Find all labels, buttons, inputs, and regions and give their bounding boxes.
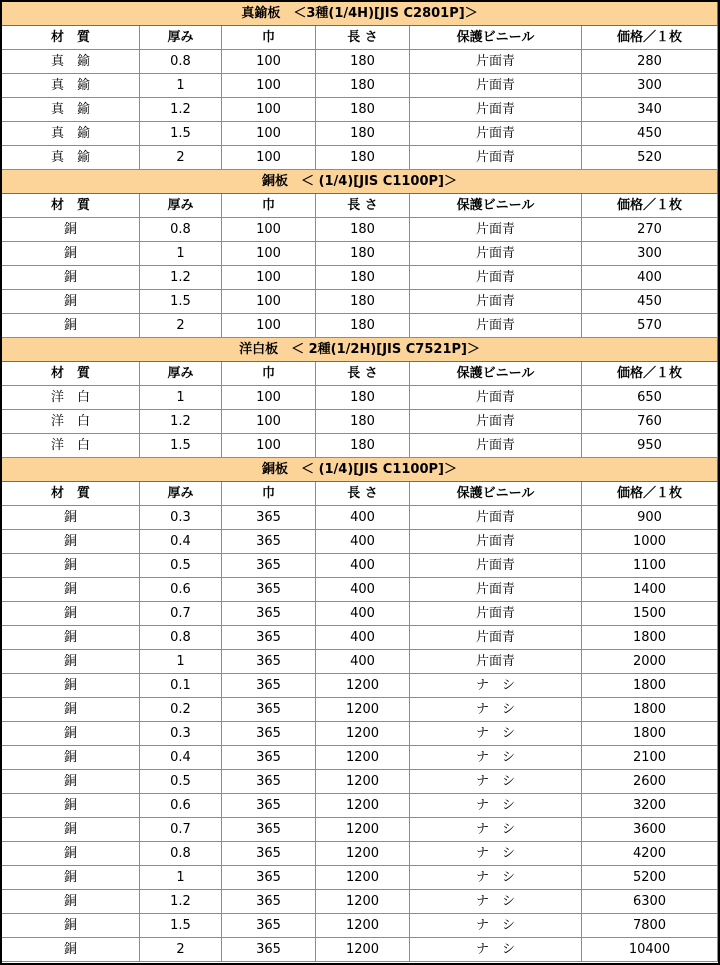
- cell-material: 真 鍮: [2, 98, 140, 122]
- table-row: [2, 122, 718, 146]
- cell-length: 180: [316, 122, 410, 146]
- cell-price: 10400: [582, 938, 718, 962]
- cell-material: 真 鍮: [2, 146, 140, 170]
- column-header-row: [2, 194, 718, 218]
- cell-thickness: 1.2: [140, 890, 222, 914]
- cell-material: 銅: [2, 242, 140, 266]
- cell-price: 300: [582, 74, 718, 98]
- cell-price: 520: [582, 146, 718, 170]
- cell-thickness: 0.7: [140, 602, 222, 626]
- cell-thickness: 0.8: [140, 218, 222, 242]
- table-row: [2, 770, 718, 794]
- column-header-length: 長 さ: [316, 26, 410, 50]
- cell-protective-vinyl: ナ シ: [410, 866, 582, 890]
- cell-protective-vinyl: 片面青: [410, 242, 582, 266]
- cell-thickness: 0.8: [140, 50, 222, 74]
- cell-thickness: 1: [140, 650, 222, 674]
- cell-thickness: 0.4: [140, 746, 222, 770]
- cell-length: 400: [316, 602, 410, 626]
- cell-price: 450: [582, 290, 718, 314]
- cell-protective-vinyl: ナ シ: [410, 794, 582, 818]
- cell-width: 365: [222, 602, 316, 626]
- column-header-protective-vinyl: 保護ビニール: [410, 482, 582, 506]
- cell-protective-vinyl: ナ シ: [410, 746, 582, 770]
- cell-width: 365: [222, 626, 316, 650]
- cell-width: 100: [222, 122, 316, 146]
- cell-protective-vinyl: 片面青: [410, 266, 582, 290]
- column-header-width: 巾: [222, 26, 316, 50]
- cell-length: 1200: [316, 938, 410, 962]
- price-table-body: [2, 2, 718, 962]
- cell-width: 100: [222, 266, 316, 290]
- cell-protective-vinyl: 片面青: [410, 650, 582, 674]
- cell-protective-vinyl: 片面青: [410, 626, 582, 650]
- table-row: [2, 842, 718, 866]
- cell-length: 1200: [316, 890, 410, 914]
- table-row: [2, 938, 718, 962]
- price-table: [1, 1, 718, 962]
- cell-protective-vinyl: 片面青: [410, 578, 582, 602]
- cell-price: 340: [582, 98, 718, 122]
- cell-price: 4200: [582, 842, 718, 866]
- table-row: [2, 146, 718, 170]
- column-header-thickness: 厚み: [140, 194, 222, 218]
- cell-width: 100: [222, 50, 316, 74]
- column-header-material: 材 質: [2, 362, 140, 386]
- cell-protective-vinyl: 片面青: [410, 410, 582, 434]
- cell-width: 365: [222, 770, 316, 794]
- column-header-row: [2, 26, 718, 50]
- cell-length: 1200: [316, 722, 410, 746]
- cell-length: 180: [316, 98, 410, 122]
- cell-protective-vinyl: ナ シ: [410, 914, 582, 938]
- cell-width: 100: [222, 434, 316, 458]
- table-row: [2, 866, 718, 890]
- cell-price: 270: [582, 218, 718, 242]
- cell-price: 2000: [582, 650, 718, 674]
- cell-width: 365: [222, 674, 316, 698]
- cell-thickness: 1: [140, 74, 222, 98]
- cell-protective-vinyl: ナ シ: [410, 722, 582, 746]
- column-header-price: 価格／１枚: [582, 482, 718, 506]
- cell-width: 365: [222, 746, 316, 770]
- column-header-length: 長 さ: [316, 362, 410, 386]
- cell-thickness: 0.3: [140, 506, 222, 530]
- cell-material: 真 鍮: [2, 50, 140, 74]
- cell-length: 1200: [316, 674, 410, 698]
- cell-thickness: 2: [140, 314, 222, 338]
- column-header-row: [2, 482, 718, 506]
- column-header-thickness: 厚み: [140, 26, 222, 50]
- cell-material: 銅: [2, 578, 140, 602]
- cell-width: 100: [222, 386, 316, 410]
- cell-material: 銅: [2, 722, 140, 746]
- cell-protective-vinyl: ナ シ: [410, 842, 582, 866]
- column-header-thickness: 厚み: [140, 362, 222, 386]
- cell-protective-vinyl: ナ シ: [410, 698, 582, 722]
- cell-thickness: 2: [140, 938, 222, 962]
- cell-material: 銅: [2, 770, 140, 794]
- cell-material: 銅: [2, 626, 140, 650]
- column-header-protective-vinyl: 保護ビニール: [410, 26, 582, 50]
- cell-material: 銅: [2, 290, 140, 314]
- cell-protective-vinyl: 片面青: [410, 314, 582, 338]
- cell-width: 365: [222, 578, 316, 602]
- cell-thickness: 0.2: [140, 698, 222, 722]
- column-header-width: 巾: [222, 194, 316, 218]
- cell-width: 100: [222, 98, 316, 122]
- cell-thickness: 1.2: [140, 98, 222, 122]
- table-row: [2, 626, 718, 650]
- cell-length: 180: [316, 266, 410, 290]
- cell-thickness: 1: [140, 386, 222, 410]
- cell-material: 銅: [2, 890, 140, 914]
- section-header-row: [2, 2, 718, 26]
- cell-price: 6300: [582, 890, 718, 914]
- cell-width: 365: [222, 842, 316, 866]
- cell-width: 365: [222, 938, 316, 962]
- cell-material: 銅: [2, 698, 140, 722]
- cell-price: 650: [582, 386, 718, 410]
- table-row: [2, 74, 718, 98]
- cell-protective-vinyl: 片面青: [410, 50, 582, 74]
- cell-thickness: 1: [140, 242, 222, 266]
- cell-protective-vinyl: 片面青: [410, 74, 582, 98]
- cell-protective-vinyl: ナ シ: [410, 818, 582, 842]
- cell-material: 真 鍮: [2, 122, 140, 146]
- cell-protective-vinyl: 片面青: [410, 386, 582, 410]
- cell-width: 100: [222, 146, 316, 170]
- cell-price: 2100: [582, 746, 718, 770]
- cell-protective-vinyl: 片面青: [410, 506, 582, 530]
- cell-length: 180: [316, 386, 410, 410]
- column-header-material: 材 質: [2, 26, 140, 50]
- cell-length: 180: [316, 242, 410, 266]
- cell-price: 2600: [582, 770, 718, 794]
- cell-price: 1800: [582, 626, 718, 650]
- cell-length: 180: [316, 290, 410, 314]
- column-header-width: 巾: [222, 362, 316, 386]
- cell-width: 365: [222, 914, 316, 938]
- cell-width: 365: [222, 554, 316, 578]
- cell-price: 7800: [582, 914, 718, 938]
- table-row: [2, 650, 718, 674]
- column-header-protective-vinyl: 保護ビニール: [410, 362, 582, 386]
- cell-length: 180: [316, 74, 410, 98]
- column-header-thickness: 厚み: [140, 482, 222, 506]
- cell-protective-vinyl: 片面青: [410, 218, 582, 242]
- table-row: [2, 578, 718, 602]
- table-row: [2, 506, 718, 530]
- cell-length: 180: [316, 218, 410, 242]
- section-title: 銅板 ＜ (1/4)[JIS C1100P]＞: [2, 458, 718, 482]
- cell-protective-vinyl: 片面青: [410, 530, 582, 554]
- cell-width: 365: [222, 722, 316, 746]
- cell-material: 銅: [2, 602, 140, 626]
- table-row: [2, 914, 718, 938]
- table-row: [2, 266, 718, 290]
- cell-thickness: 0.6: [140, 578, 222, 602]
- table-row: [2, 746, 718, 770]
- cell-material: 銅: [2, 530, 140, 554]
- cell-width: 365: [222, 506, 316, 530]
- cell-material: 銅: [2, 938, 140, 962]
- cell-width: 365: [222, 866, 316, 890]
- cell-material: 銅: [2, 794, 140, 818]
- table-row: [2, 890, 718, 914]
- cell-thickness: 0.5: [140, 770, 222, 794]
- cell-protective-vinyl: ナ シ: [410, 938, 582, 962]
- cell-length: 1200: [316, 914, 410, 938]
- cell-thickness: 1.5: [140, 434, 222, 458]
- cell-price: 1500: [582, 602, 718, 626]
- cell-price: 3600: [582, 818, 718, 842]
- cell-protective-vinyl: ナ シ: [410, 770, 582, 794]
- cell-material: 銅: [2, 266, 140, 290]
- cell-protective-vinyl: 片面青: [410, 554, 582, 578]
- column-header-price: 価格／１枚: [582, 26, 718, 50]
- cell-thickness: 1.5: [140, 914, 222, 938]
- cell-material: 銅: [2, 506, 140, 530]
- section-header-row: [2, 458, 718, 482]
- table-row: [2, 818, 718, 842]
- table-row: [2, 554, 718, 578]
- cell-thickness: 1.2: [140, 266, 222, 290]
- cell-thickness: 0.6: [140, 794, 222, 818]
- cell-length: 400: [316, 578, 410, 602]
- cell-length: 1200: [316, 818, 410, 842]
- cell-price: 1800: [582, 722, 718, 746]
- cell-width: 365: [222, 794, 316, 818]
- cell-protective-vinyl: 片面青: [410, 290, 582, 314]
- cell-material: 銅: [2, 866, 140, 890]
- cell-width: 100: [222, 410, 316, 434]
- cell-length: 400: [316, 506, 410, 530]
- table-row: [2, 314, 718, 338]
- cell-price: 900: [582, 506, 718, 530]
- cell-material: 銅: [2, 674, 140, 698]
- cell-thickness: 1.2: [140, 410, 222, 434]
- cell-price: 450: [582, 122, 718, 146]
- cell-length: 400: [316, 554, 410, 578]
- section-title: 真鍮板 ＜3種(1/4H)[JIS C2801P]＞: [2, 2, 718, 26]
- cell-thickness: 0.7: [140, 818, 222, 842]
- table-row: [2, 698, 718, 722]
- cell-width: 100: [222, 74, 316, 98]
- cell-price: 400: [582, 266, 718, 290]
- table-row: [2, 722, 718, 746]
- cell-thickness: 2: [140, 146, 222, 170]
- cell-protective-vinyl: 片面青: [410, 98, 582, 122]
- column-header-row: [2, 362, 718, 386]
- cell-width: 365: [222, 890, 316, 914]
- cell-material: 銅: [2, 314, 140, 338]
- cell-material: 真 鍮: [2, 74, 140, 98]
- cell-protective-vinyl: 片面青: [410, 602, 582, 626]
- cell-length: 180: [316, 314, 410, 338]
- cell-thickness: 0.4: [140, 530, 222, 554]
- cell-protective-vinyl: ナ シ: [410, 890, 582, 914]
- cell-width: 365: [222, 530, 316, 554]
- cell-price: 1400: [582, 578, 718, 602]
- cell-length: 1200: [316, 794, 410, 818]
- table-row: [2, 218, 718, 242]
- column-header-protective-vinyl: 保護ビニール: [410, 194, 582, 218]
- table-row: [2, 794, 718, 818]
- cell-length: 180: [316, 434, 410, 458]
- cell-price: 280: [582, 50, 718, 74]
- cell-thickness: 0.3: [140, 722, 222, 746]
- cell-thickness: 1: [140, 866, 222, 890]
- column-header-price: 価格／１枚: [582, 194, 718, 218]
- cell-length: 1200: [316, 746, 410, 770]
- cell-width: 100: [222, 290, 316, 314]
- cell-length: 400: [316, 530, 410, 554]
- cell-thickness: 0.8: [140, 626, 222, 650]
- cell-material: 銅: [2, 650, 140, 674]
- cell-width: 365: [222, 698, 316, 722]
- cell-price: 300: [582, 242, 718, 266]
- cell-width: 100: [222, 242, 316, 266]
- cell-material: 銅: [2, 842, 140, 866]
- cell-price: 1800: [582, 698, 718, 722]
- cell-price: 760: [582, 410, 718, 434]
- cell-thickness: 0.8: [140, 842, 222, 866]
- cell-protective-vinyl: 片面青: [410, 146, 582, 170]
- column-header-width: 巾: [222, 482, 316, 506]
- cell-price: 1100: [582, 554, 718, 578]
- cell-length: 180: [316, 50, 410, 74]
- table-row: [2, 602, 718, 626]
- cell-length: 1200: [316, 770, 410, 794]
- table-row: [2, 290, 718, 314]
- cell-material: 洋 白: [2, 434, 140, 458]
- cell-material: 銅: [2, 746, 140, 770]
- cell-price: 5200: [582, 866, 718, 890]
- column-header-length: 長 さ: [316, 194, 410, 218]
- cell-material: 洋 白: [2, 410, 140, 434]
- cell-thickness: 1.5: [140, 290, 222, 314]
- cell-price: 570: [582, 314, 718, 338]
- table-row: [2, 98, 718, 122]
- table-row: [2, 242, 718, 266]
- cell-width: 100: [222, 218, 316, 242]
- cell-material: 銅: [2, 914, 140, 938]
- cell-width: 365: [222, 818, 316, 842]
- cell-protective-vinyl: 片面青: [410, 122, 582, 146]
- section-header-row: [2, 170, 718, 194]
- cell-length: 1200: [316, 842, 410, 866]
- column-header-material: 材 質: [2, 482, 140, 506]
- cell-material: 洋 白: [2, 386, 140, 410]
- cell-thickness: 0.1: [140, 674, 222, 698]
- cell-width: 100: [222, 314, 316, 338]
- section-header-row: [2, 338, 718, 362]
- cell-thickness: 1.5: [140, 122, 222, 146]
- cell-material: 銅: [2, 818, 140, 842]
- cell-length: 180: [316, 146, 410, 170]
- table-row: [2, 674, 718, 698]
- cell-length: 180: [316, 410, 410, 434]
- cell-length: 400: [316, 650, 410, 674]
- cell-thickness: 0.5: [140, 554, 222, 578]
- cell-protective-vinyl: 片面青: [410, 434, 582, 458]
- column-header-material: 材 質: [2, 194, 140, 218]
- section-title: 銅板 ＜ (1/4)[JIS C1100P]＞: [2, 170, 718, 194]
- cell-price: 1000: [582, 530, 718, 554]
- cell-length: 1200: [316, 866, 410, 890]
- column-header-price: 価格／１枚: [582, 362, 718, 386]
- table-row: [2, 410, 718, 434]
- cell-material: 銅: [2, 554, 140, 578]
- cell-length: 400: [316, 626, 410, 650]
- table-row: [2, 530, 718, 554]
- cell-price: 950: [582, 434, 718, 458]
- section-title: 洋白板 ＜ 2種(1/2H)[JIS C7521P]＞: [2, 338, 718, 362]
- table-row: [2, 50, 718, 74]
- cell-width: 365: [222, 650, 316, 674]
- cell-price: 3200: [582, 794, 718, 818]
- column-header-length: 長 さ: [316, 482, 410, 506]
- table-row: [2, 434, 718, 458]
- cell-protective-vinyl: ナ シ: [410, 674, 582, 698]
- cell-material: 銅: [2, 218, 140, 242]
- table-row: [2, 386, 718, 410]
- cell-length: 1200: [316, 698, 410, 722]
- cell-price: 1800: [582, 674, 718, 698]
